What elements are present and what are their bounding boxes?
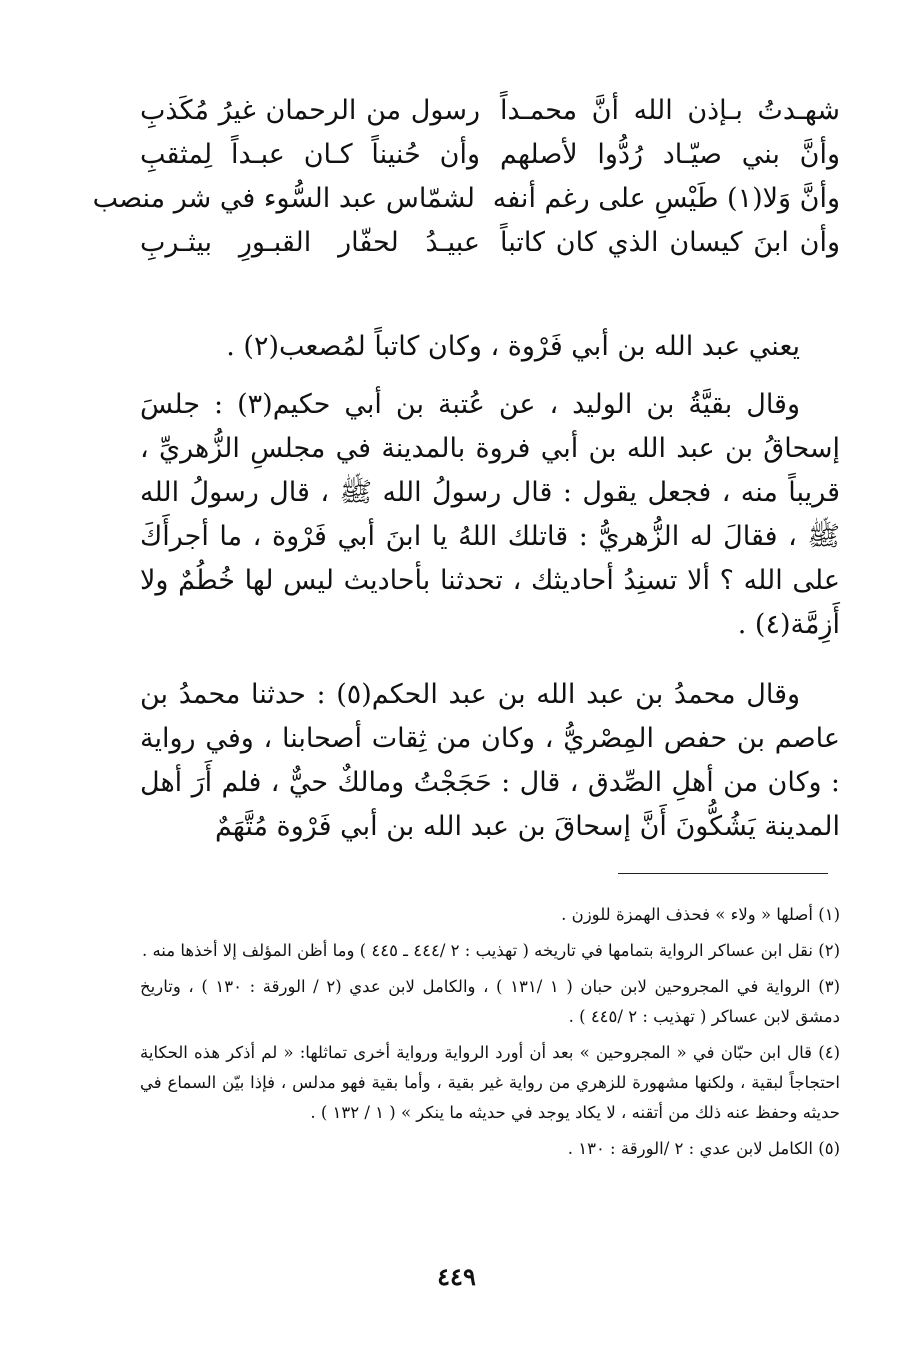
verse-first-hemistich: شهـدتُ بـإذن الله أنَّ محمـداً	[500, 94, 840, 126]
footnote: (٥) الكامل لابن عدي : ٢ /الورقة : ١٣٠ .	[567, 1139, 840, 1158]
page-number: ٤٤٩	[437, 1262, 476, 1291]
poem-verse	[92, 176, 840, 220]
footnotes	[140, 900, 840, 1170]
poem-verse	[140, 132, 840, 176]
poem	[92, 88, 840, 264]
poem-verse	[140, 220, 840, 264]
footnote: (١) أصلها « ولاء » فحذف الهمزة للوزن .	[561, 905, 840, 924]
footnote: (٢) نقل ابن عساكر الرواية بتمامها في تاريخه ( تهذيب : ٢ /٤٤٤ ـ ٤٤٥ ) وما أظن المؤلف إلا أخذها منه .	[141, 941, 840, 960]
body-paragraph: وقال بقيَّةُ بن الوليد ، عن عُتبة بن أبي حكيم(٣) : جلسَ إسحاقُ بن عبد الله بن أبي فروة بالمدينة في مجلسِ الزُّهريِّ ، قريباً منه ، فجعل يقول : قال رسولُ الله ﷺ ، قال رسولُ الله ﷺ ، فقالَ له الزُّهريُّ : قاتلك اللهُ يا ابنَ أبي فَرْوة ، ما أجرأَكَ على الله ؟ ألا تسنِدُ أحاديثك ، تحدثنا بأحاديث ليس لها خُطُمٌ ولا أَزِمَّة(٤) .	[140, 389, 840, 640]
footnote: (٤) قال ابن حبّان في « المجروحين » بعد أن أورد الرواية ورواية أخرى تماثلها: « لم أذكر هذه الحكاية احتجاجاً لبقية ، ولكنها مشهورة للزهري من رواية غير بقية ، وأما بقية فهو مدلس ، فإذا بيّن السماع في حديثه وحفظ عنه ذلك من أتقنه ، لا يكاد يوجد في حديثه ما ينكر » ( ١ / ١٣٢ ) .	[140, 1043, 840, 1122]
verse-second-hemistich: لشمّاس عبد السُّوء في شر منصب	[92, 182, 475, 214]
verse-first-hemistich: وأنَّ وَلا(١) طَيْسِ على رغم أنفه	[492, 182, 840, 214]
verse-second-hemistich: رسول من الرحمان غيرُ مُكَذبِ	[140, 94, 480, 126]
verse-first-hemistich: وأنَّ بني صيّـاد رُدُّوا لأصلهم	[500, 138, 840, 170]
footnote: (٣) الرواية في المجروحين لابن حبان ( ١ /١٣١ ) ، والكامل لابن عدي (٢ / الورقة : ١٣٠ ) ، وتاريخ دمشق لابن عساكر ( تهذيب : ٢ /٤٤٥ ) .	[140, 977, 840, 1026]
verse-first-hemistich: وأن ابنَ كيسان الذي كان كاتباً	[500, 226, 840, 258]
verse-second-hemistich: عبيـدُ لحفّار القبـورِ بيثـربِ	[140, 226, 480, 258]
verse-second-hemistich: وأن حُنيناً كـان عبـداً لِمثقبِ	[140, 138, 480, 170]
body-paragraph: وقال محمدُ بن عبد الله بن عبد الحكم(٥) : حدثنا محمدُ بن عاصم بن حفص المِصْريُّ ، وكان من ثِقات أصحابنا ، وفي رواية : وكان من أهلِ الصِّدق ، قال : حَجَجْتُ ومالكٌ حيٌّ ، فلم أَرَ أهل المدينة يَشُكُّونَ أَنَّ إسحاقَ بن عبد الله بن أبي فَرْوة مُتَّهَمٌ	[140, 679, 840, 842]
poem-verse	[140, 88, 840, 132]
body-paragraph: يعني عبد الله بن أبي فَرْوة ، وكان كاتباً لمُصعب(٢) .	[226, 331, 800, 362]
footnote-separator	[618, 873, 828, 874]
